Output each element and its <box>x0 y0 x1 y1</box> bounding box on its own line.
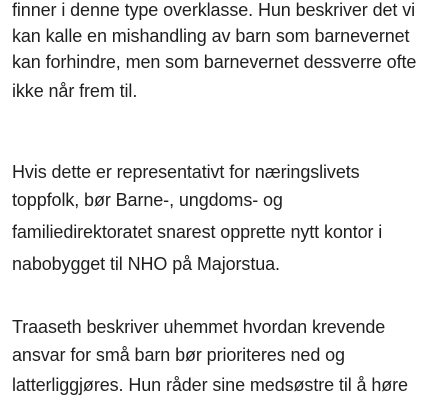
text-line: ikke når frem til. <box>12 81 138 101</box>
text-line: finner i denne type overklasse. Hun beskriver det vi <box>12 0 416 20</box>
text-line: familiedirektoratet snarest opprette nytt kontor i <box>12 222 383 242</box>
text-line: latterliggjøres. Hun råder sine medsøstre til å høre <box>12 375 408 395</box>
text-line: Hvis dette er representativt for næringslivets <box>12 162 360 182</box>
text-line: ansvar for små barn bør prioriteres ned og <box>12 345 345 365</box>
text-line: kan forhindre, men som barnevernet dessverre ofte <box>12 52 417 72</box>
text-line: kan kalle en mishandling av barn som barnevernet <box>12 26 410 46</box>
text-line: Traaseth beskriver uhemmet hvordan krevende <box>12 317 386 337</box>
text-line: nabobygget til NHO på Majorstua. <box>12 254 280 274</box>
text-line: toppfolk, bør Barne-, ungdoms- og <box>12 190 283 210</box>
